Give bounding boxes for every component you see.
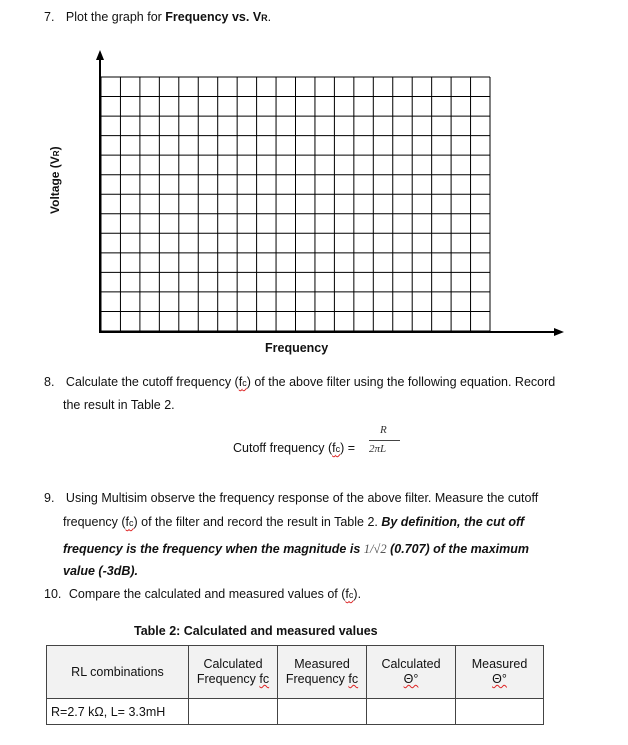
subscript-r: R bbox=[261, 13, 268, 23]
equation-denominator: 2πL bbox=[369, 443, 387, 455]
y-axis-arrow bbox=[96, 50, 104, 60]
table-title: Table 2: Calculated and measured values bbox=[134, 624, 378, 638]
step-text: Plot the graph for bbox=[65, 10, 166, 24]
header-meas-frequency: Measured Frequency fc bbox=[278, 646, 367, 699]
header-rl: RL combinations bbox=[47, 646, 189, 699]
x-axis-label: Frequency bbox=[265, 341, 329, 355]
step-9: 9. Using Multisim observe the frequency response of the above filter. Measure the cutoff bbox=[44, 491, 539, 505]
step-9-line-2: frequency (fc) of the filter and record the result in Table 2. By definition, the cut off bbox=[63, 515, 525, 529]
cell-meas-theta[interactable] bbox=[456, 699, 544, 725]
header-calc-frequency: Calculated Frequency fc bbox=[189, 646, 278, 699]
step-7: 7. Plot the graph for Frequency vs. VR. bbox=[44, 10, 272, 24]
x-axis-arrow bbox=[554, 328, 564, 336]
table-row bbox=[47, 699, 544, 725]
row-rl-value: R=2.7 kΩ, L= 3.3mH bbox=[47, 699, 189, 725]
graph-grid bbox=[101, 77, 490, 331]
fc-symbol: fc bbox=[238, 375, 247, 389]
one-over-root-two: 1/√2 bbox=[363, 542, 387, 556]
step-9-line-4: value (-3dB). bbox=[63, 564, 139, 578]
equation-numerator: R bbox=[380, 424, 387, 436]
header-meas-theta: Measured Θ° bbox=[456, 646, 544, 699]
step-10: 10. Compare the calculated and measured values of (fc). bbox=[44, 587, 362, 601]
step-9-line-3: frequency is the frequency when the magnitude is 1/√2 (0.707) of the maximum bbox=[63, 542, 530, 556]
frequency-voltage-graph bbox=[0, 0, 628, 345]
y-axis-label: Voltage (VR) bbox=[48, 146, 62, 214]
step-bold-text: Frequency vs. V bbox=[165, 10, 262, 24]
step-8: 8. Calculate the cutoff frequency (fc) of the above filter using the following equation. Record bbox=[44, 375, 556, 389]
cell-calc-theta[interactable] bbox=[367, 699, 456, 725]
header-calc-theta: Calculated Θ° bbox=[367, 646, 456, 699]
step-number: 7. bbox=[44, 10, 55, 24]
cutoff-equation-label: Cutoff frequency (fc) = bbox=[233, 441, 356, 455]
table-header-row bbox=[47, 646, 544, 699]
step-8-line-2: the result in Table 2. bbox=[63, 398, 175, 412]
results-table bbox=[46, 645, 544, 725]
cell-calc-frequency[interactable] bbox=[189, 699, 278, 725]
fraction-bar bbox=[369, 440, 400, 441]
cell-meas-frequency[interactable] bbox=[278, 699, 367, 725]
